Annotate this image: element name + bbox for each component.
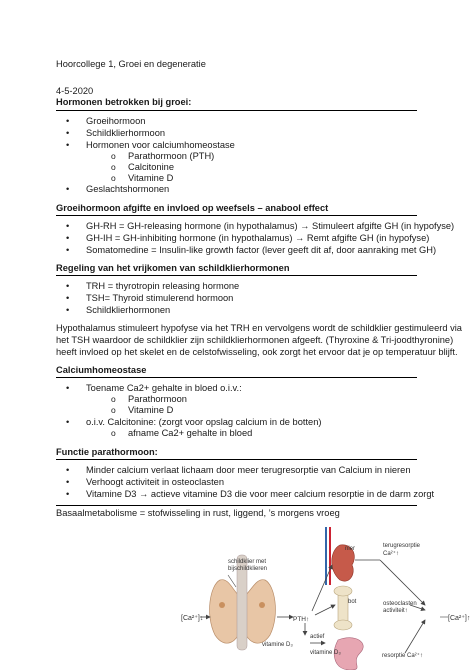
list-item: • Hormonen voor calciumhomeostase xyxy=(86,140,235,151)
sub-list-item: o Parathormoon (PTH) xyxy=(128,151,214,162)
paragraph-line: heeft invloed op het skelet en de celstofwisseling, ook zorgt het ervoor dat je op temperatuur blijft. xyxy=(56,347,458,357)
section-divider xyxy=(56,110,417,111)
list-item: • GH-RH = GH-releasing hormone (in hypothalamus) → Stimuleert afgifte GH (in hypofyse) xyxy=(86,221,454,232)
section-heading-schildklier: Regeling van het vrijkomen van schildklierhormonen xyxy=(56,263,290,273)
list-item: • Toename Ca2+ gehalte in bloed o.i.v.: xyxy=(86,383,242,394)
paragraph-line: het TSH waardoor de schildklier zijn schildklierhormonen afgeeft. (Thyroxine & Tri-joodthyronine) xyxy=(56,335,454,345)
section-divider xyxy=(56,215,417,216)
paragraph-line: Hypothalamus stimuleert hypofyse via het TRH en vervolgens wordt de schildklier gestimuleerd via xyxy=(56,323,462,333)
bone-illustration xyxy=(334,586,352,630)
section-divider xyxy=(56,275,417,276)
list-item: • Schildklierhormoon xyxy=(86,128,165,139)
basal-metabolism-note: Basaalmetabolisme = stofwisseling in rust, liggend, ’s morgens vroeg xyxy=(56,508,340,518)
label-actief-1: actief xyxy=(310,634,325,640)
section-divider xyxy=(56,505,417,506)
label-nier: nier xyxy=(345,546,356,552)
document-date: 4-5-2020 xyxy=(56,86,94,96)
sub-list-item: o Vitamine D xyxy=(128,405,173,416)
label-bot: bot xyxy=(348,599,357,605)
label-activiteit: activiteit↑ xyxy=(383,608,408,614)
label-schildklier-1: schildklier met xyxy=(228,559,267,565)
list-item: • Geslachtshormonen xyxy=(86,184,169,195)
kidney-illustration xyxy=(326,527,354,585)
list-item: • Verhoogt activiteit in osteoclasten xyxy=(86,477,224,488)
sub-list-item: o Vitamine D xyxy=(128,173,173,184)
calcium-homeostasis-figure xyxy=(180,525,474,670)
label-pth: PTH↑ xyxy=(293,616,310,623)
section-heading-parathormoon: Functie parathormoon: xyxy=(56,447,158,457)
list-item: • o.i.v. Calcitonine: (zorgt voor opslag calcium in de botten) xyxy=(86,417,321,428)
sub-list-item: o Parathormoon xyxy=(128,394,187,405)
label-vitamine-d3: vitamine D₃ xyxy=(262,642,293,648)
document-title: Hoorcollege 1, Groei en degeneratie xyxy=(56,59,206,69)
label-ca-low: [Ca²⁺]↓ xyxy=(181,615,204,622)
section-divider xyxy=(56,459,417,460)
list-item: • GH-IH = GH-inhibiting hormone (in hypothalamus) → Remt afgifte GH (in hypofyse) xyxy=(86,233,429,244)
label-osteoclasten: osteoclasten xyxy=(383,601,417,607)
list-item: • Somatomedine = Insulin-like growth factor (lever geeft dit af, door aanraking met GH) xyxy=(86,245,436,256)
list-item: • Schildklierhormonen xyxy=(86,305,170,316)
label-ca-up-kidney: Ca²⁺↑ xyxy=(383,551,399,557)
list-item: • TRH = thyrotropin releasing hormone xyxy=(86,281,239,292)
sub-list-item: o Calcitonine xyxy=(128,162,174,173)
section-heading-calcium: Calciumhomeostase xyxy=(56,365,147,375)
label-terugresorptie: terugresorptie xyxy=(383,543,421,549)
sub-list-item: o afname Ca2+ gehalte in bloed xyxy=(128,428,252,439)
list-item: • Groeihormoon xyxy=(86,116,145,127)
label-ca-high: [Ca²⁺]↑ xyxy=(448,615,471,622)
list-item: • TSH= Thyroid stimulerend hormoon xyxy=(86,293,233,304)
section-heading-groeihormoon: Groeihormoon afgifte en invloed op weefsels – anabool effect xyxy=(56,203,329,213)
label-resorptie: resorptie Ca²⁺↑ xyxy=(382,653,423,659)
section-heading-hormonen: Hormonen betrokken bij groei: xyxy=(56,97,192,107)
label-schildklier-2: bijschildklieren xyxy=(228,566,268,572)
section-divider xyxy=(56,377,417,378)
label-actief-2: vitamine D₃ xyxy=(310,650,341,656)
list-item: • Vitamine D3 → actieve vitamine D3 die voor meer calcium resorptie in de darm zorgt xyxy=(86,489,434,500)
list-item: • Minder calcium verlaat lichaam door meer terugresorptie van Calcium in nieren xyxy=(86,465,411,476)
